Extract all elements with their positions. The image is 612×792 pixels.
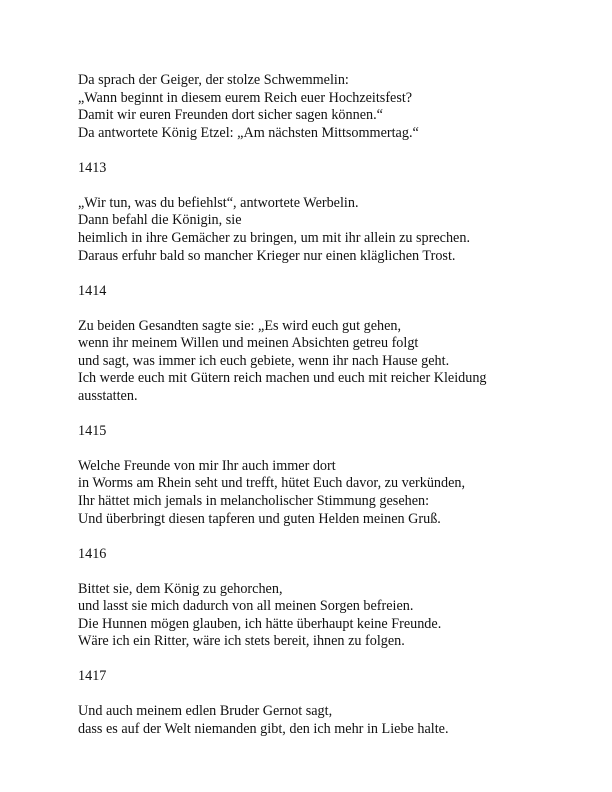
verse-line: Da antwortete König Etzel: „Am nächsten Mittsommertag.“ — [78, 124, 419, 141]
verse-line: Die Hunnen mögen glauben, ich hätte überhaupt keine Freunde. — [78, 615, 442, 632]
stanza-number: 1413 — [78, 159, 107, 176]
stanza — [78, 458, 578, 528]
verse-line: Bittet sie, dem König zu gehorchen, — [78, 580, 283, 597]
stanza-number: 1416 — [78, 545, 107, 562]
stanza — [78, 581, 578, 651]
verse-line: „Wir tun, was du befiehlst“, antwortete Werbelin. — [78, 194, 359, 211]
verse-line: Ihr hättet mich jemals in melancholischer Stimmung gesehen: — [78, 493, 430, 510]
verse-line: wenn ihr meinem Willen und meinen Absichten getreu folgt — [78, 335, 419, 352]
verse-line: dass es auf der Welt niemanden gibt, den ich mehr in Liebe halte. — [78, 720, 449, 737]
verse-line: heimlich in ihre Gemächer zu bringen, um mit ihr allein zu sprechen. — [78, 229, 470, 246]
verse-line: Wäre ich ein Ritter, wäre ich stets bereit, ihnen zu folgen. — [78, 633, 405, 650]
verse-line: Welche Freunde von mir Ihr auch immer dort — [78, 457, 336, 474]
stanza — [78, 72, 578, 142]
verse-line: Daraus erfuhr bald so mancher Krieger nur einen kläglichen Trost. — [78, 247, 456, 264]
verse-line: und lasst sie mich dadurch von all meinen Sorgen befreien. — [78, 598, 414, 615]
verse-line: in Worms am Rhein seht und trefft, hütet Euch davor, zu verkünden, — [78, 475, 466, 492]
verse-line: Da sprach der Geiger, der stolze Schwemmelin: — [78, 72, 349, 88]
verse-line: Zu beiden Gesandten sagte sie: „Es wird euch gut gehen, — [78, 317, 402, 334]
verse-line: „Wann beginnt in diesem eurem Reich euer Hochzeitsfest? — [78, 89, 413, 106]
stanza — [78, 195, 578, 265]
stanza-number: 1417 — [78, 668, 107, 685]
verse-line: Und überbringt diesen tapferen und guten Helden meinen Gruß. — [78, 510, 441, 527]
stanza — [78, 318, 578, 406]
document-page — [78, 72, 578, 756]
stanza — [78, 703, 578, 738]
verse-line: Ich werde euch mit Gütern reich machen und euch mit reicher Kleidung — [78, 370, 487, 387]
verse-line: und sagt, was immer ich euch gebiete, wenn ihr nach Hause geht. — [78, 352, 450, 369]
stanza-number: 1415 — [78, 422, 107, 439]
verse-line: Dann befahl die Königin, sie — [78, 212, 242, 229]
stanza-number: 1414 — [78, 282, 107, 299]
verse-line: ausstatten. — [78, 387, 138, 404]
verse-line: Und auch meinem edlen Bruder Gernot sagt, — [78, 703, 333, 720]
verse-line: Damit wir euren Freunden dort sicher sagen können.“ — [78, 107, 383, 124]
